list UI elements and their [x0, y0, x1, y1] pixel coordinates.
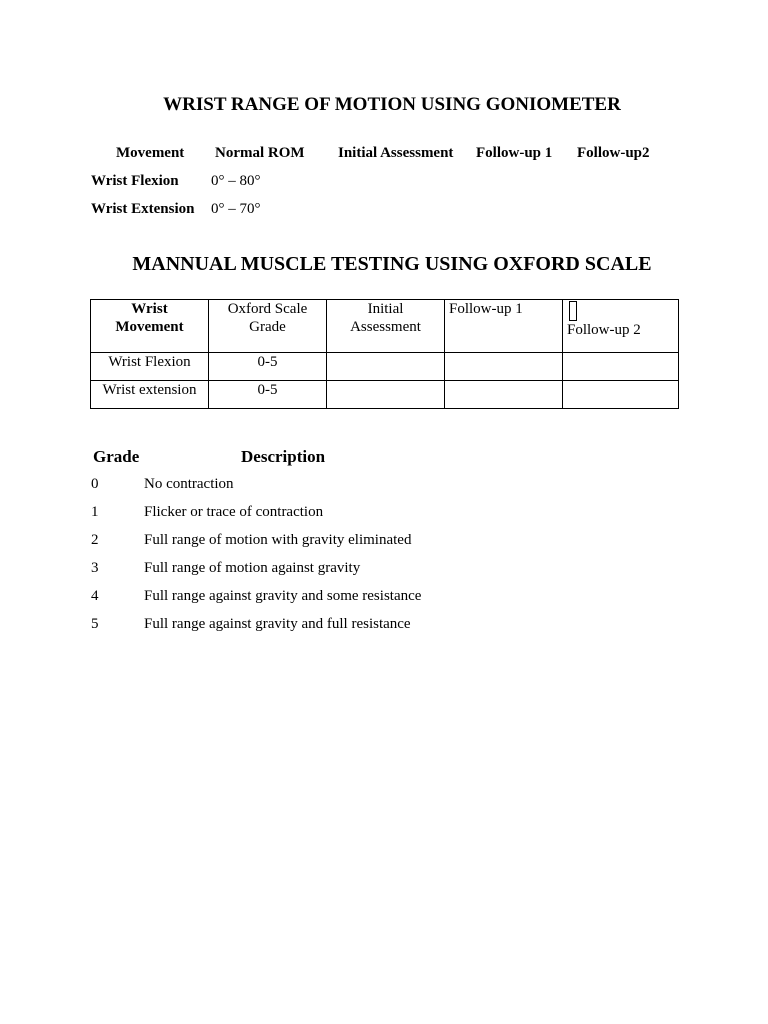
rom-row-movement: Wrist Extension [91, 201, 195, 217]
cell-grade: 0-5 [209, 381, 327, 409]
header-text: Follow-up 2 [567, 322, 641, 338]
header-text: Movement [115, 319, 184, 335]
grade-number: 1 [91, 504, 99, 520]
rom-row-normal-rom: 0° – 70° [211, 201, 261, 217]
oxford-scale-table [90, 299, 679, 409]
header-follow-up-2 [563, 300, 679, 353]
grade-number: 3 [91, 560, 99, 576]
grade-description: Full range against gravity and full resistance [144, 616, 411, 632]
grade-description: No contraction [144, 476, 234, 492]
grade-number: 2 [91, 532, 99, 548]
cell-follow-up-2 [563, 381, 679, 409]
grade-number: 0 [91, 476, 99, 492]
rom-title: WRIST RANGE OF MOTION USING GONIOMETER [163, 94, 621, 115]
rom-header-initial-assessment: Initial Assessment [338, 145, 454, 161]
header-text: Grade [249, 319, 286, 335]
rom-header-normal-rom: Normal ROM [215, 145, 305, 161]
placeholder-box-icon [569, 301, 577, 321]
header-follow-up-1 [445, 300, 563, 353]
table-header-row [91, 300, 679, 353]
mmt-title: MANNUAL MUSCLE TESTING USING OXFORD SCALE [132, 253, 652, 275]
header-text: Follow-up 1 [449, 301, 523, 317]
header-text: Wrist [131, 301, 168, 317]
rom-header-movement: Movement [116, 145, 185, 161]
grade-description: Flicker or trace of contraction [144, 504, 324, 520]
cell-movement: Wrist extension [91, 381, 209, 409]
rom-header-follow-up-1: Follow-up 1 [476, 145, 553, 161]
cell-follow-up-1 [445, 381, 563, 409]
header-text: Oxford Scale [227, 301, 308, 317]
rom-row-movement: Wrist Flexion [91, 173, 179, 189]
header-text: Assessment [350, 319, 421, 335]
table-row [91, 381, 679, 409]
rom-row-normal-rom: 0° – 80° [211, 173, 261, 189]
table-row [91, 353, 679, 381]
grade-number: 5 [91, 616, 99, 632]
rom-header-follow-up-2: Follow-up2 [577, 145, 650, 161]
cell-follow-up-1 [445, 353, 563, 381]
grade-header: Grade [93, 447, 140, 466]
header-oxford-scale-grade [209, 300, 327, 353]
grade-description: Full range against gravity and some resistance [144, 588, 422, 604]
header-initial-assessment [327, 300, 445, 353]
description-header: Description [241, 447, 326, 466]
header-text: Initial [367, 301, 404, 317]
grade-number: 4 [91, 588, 99, 604]
header-wrist-movement [91, 300, 209, 353]
cell-initial [327, 381, 445, 409]
cell-follow-up-2 [563, 353, 679, 381]
grade-description: Full range of motion with gravity eliminated [144, 532, 412, 548]
cell-grade: 0-5 [209, 353, 327, 381]
cell-initial [327, 353, 445, 381]
grade-description: Full range of motion against gravity [144, 560, 361, 576]
cell-movement: Wrist Flexion [91, 353, 209, 381]
